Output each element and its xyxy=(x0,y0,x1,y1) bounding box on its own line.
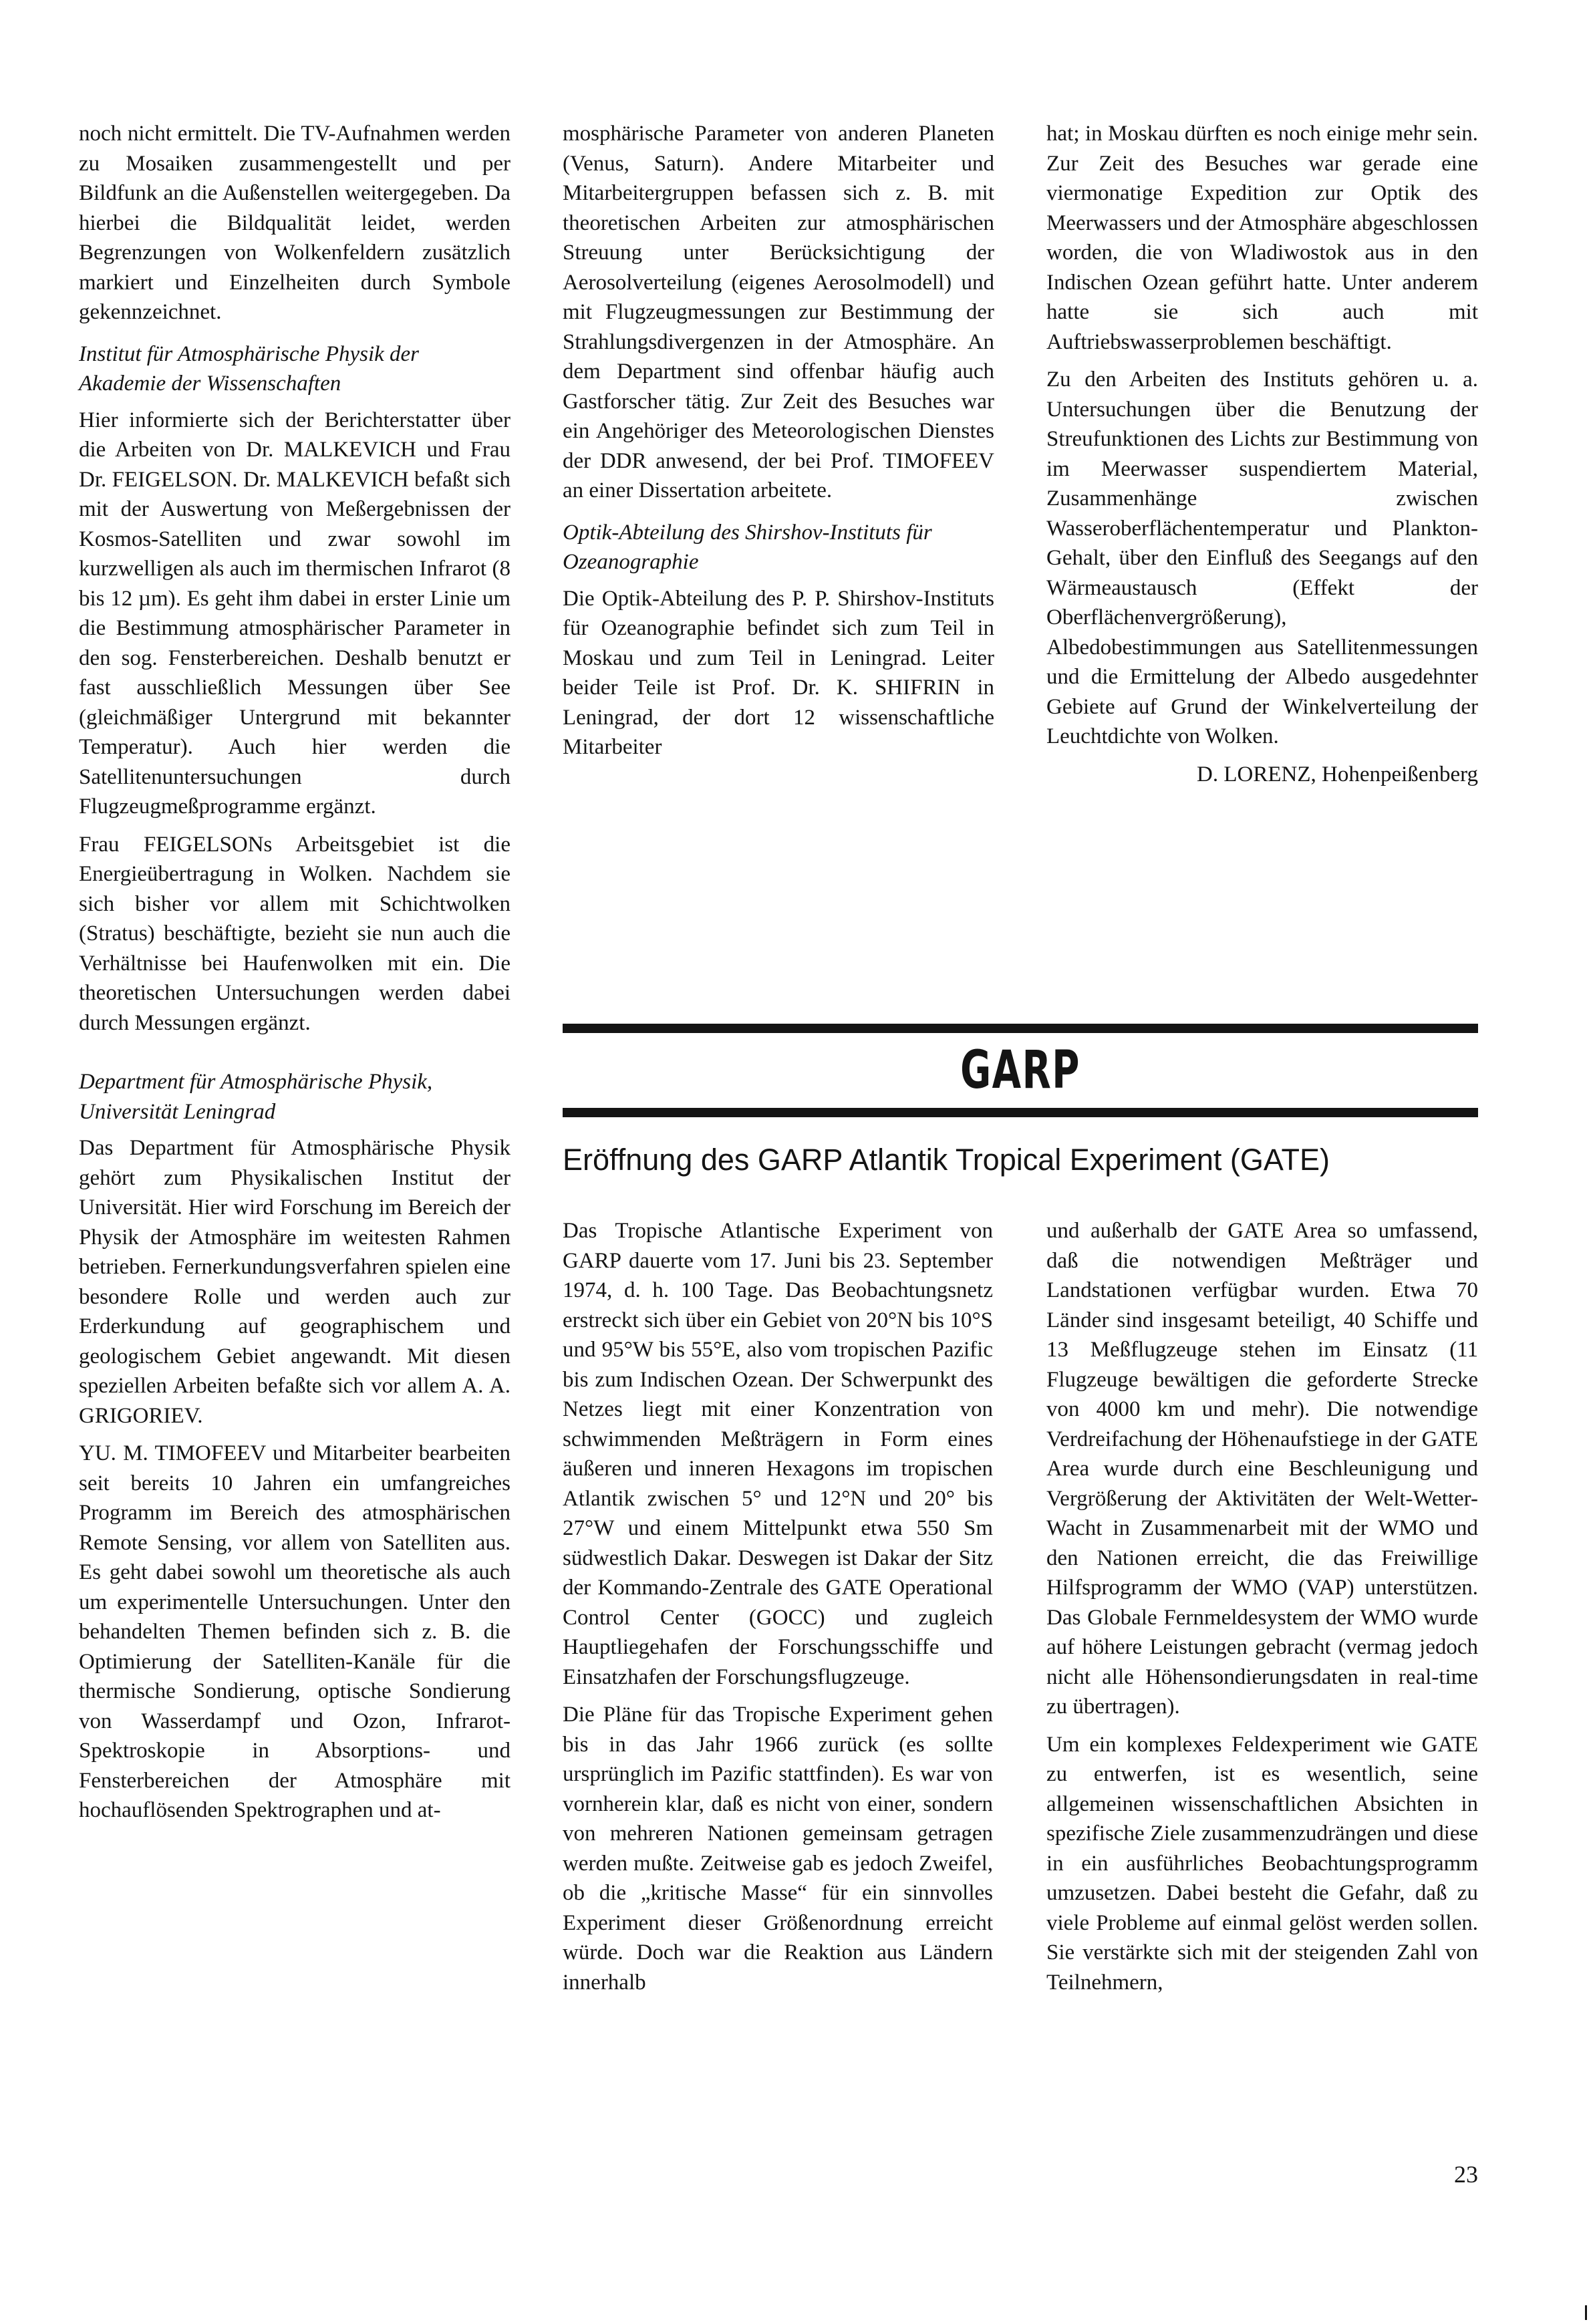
page-number: 23 xyxy=(1454,2161,1478,2188)
paragraph: Die Pläne für das Tropische Experiment gehen bis in das Jahr 1966 zurück (es sollte ursprünglich im Pazific stattfinden). Es war von vornherein klar, daß es nicht von einer, sondern von mehreren Nationen gemeinsam getragen werden mußte. Zeitweise gab es jedoch Zweifel, ob die „kritische Masse“ für ein sinnvolles Experiment dieser Größenordnung erreicht würde. Doch war die Reaktion aus Ländern innerhalb xyxy=(563,1703,993,1995)
paragraph: YU. M. TIMOFEEV und Mitarbeiter bearbeiten seit bereits 10 Jahren ein umfangreiches Programm im Bereich des atmosphärischen Remote Sensing, vor allem von Satelliten aus. Es geht dabei sowohl um theoretische als auch um experimentelle Untersuchungen. Unter den behandelten Themen befinden sich z. B. die Optimierung der Satelliten-Kanäle für die thermische Sondierung, optische Sondierung von Wasserdampf und Ozon, Infrarot-Spektroskopie in Absorptions- und Fensterbereichen der Atmosphäre mit hochauflösenden Spektrographen und at- xyxy=(79,1441,511,1822)
paragraph: hat; in Moskau dürften es noch einige mehr sein. Zur Zeit des Besuches war gerade eine viermonatige Expedition zur Optik des Meerwassers und der Atmosphäre abgeschlossen worden, die von Wladiwostok aus in den Indischen Ozean geführt hatte. Unter anderem hatte sie sich auch mit Auftriebswasserproblemen beschäftigt. xyxy=(1046,122,1478,354)
section-heading: Department für Atmosphärische Physik, Universität Leningrad xyxy=(79,1070,433,1124)
column-2 xyxy=(563,119,994,770)
section-heading: Optik-Abteilung des Shirshov-Instituts für Ozeanographie xyxy=(563,520,932,574)
article-title: Eröffnung des GARP Atlantik Tropical Experiment (GATE) xyxy=(563,1143,1330,1177)
column-1 xyxy=(79,119,511,1834)
section-heading: Institut für Atmosphärische Physik der Akademie der Wissenschaften xyxy=(79,341,420,396)
paragraph: Frau FEIGELSONs Arbeitsgebiet ist die Energieübertragung in Wolken. Nachdem sie sich bisher vor allem mit Schichtwolken (Stratus) beschäftigte, bezieht sie nun auch die Verhältnisse bei Haufenwolken mit ein. Die theoretischen Untersuchungen werden dabei durch Messungen ergänzt. xyxy=(79,832,511,1035)
paragraph: Hier informierte sich der Berichterstatter über die Arbeiten von Dr. MALKEVICH und Frau Dr. FEIGELSON. Dr. MALKEVICH befaßt sich mit der Auswertung von Meßergebnissen der Kosmos-Satelliten und zwar sowohl im kurzwelligen als auch im thermischen Infrarot (8 bis 12 µm). Es geht ihm dabei in erster Linie um die Bestimmung atmosphärischer Parameter in den sog. Fensterbereichen. Deshalb benutzt er fast ausschließlich Messungen über See (gleichmäßiger Untergrund mit bekannter Temperatur). Auch hier werden die Satellitenuntersuchungen durch Flugzeugmeßprogramme ergänzt. xyxy=(79,408,511,819)
edge-mark xyxy=(1585,2305,1587,2320)
paragraph: noch nicht ermittelt. Die TV-Aufnahmen werden zu Mosaiken zusammengestellt und per Bildfunk an die Außenstellen weitergegeben. Da hierbei die Bildqualität leidet, werden Begrenzungen von Wolkenfeldern zusätzlich markiert und Einzelheiten durch Symbole gekennzeichnet. xyxy=(79,122,511,324)
section-rule-top xyxy=(563,1024,1478,1033)
section-title: GARP xyxy=(960,1040,1080,1101)
column-3 xyxy=(1046,119,1478,797)
section-rule-bottom xyxy=(563,1108,1478,1117)
paragraph: Um ein komplexes Feldexperiment wie GATE zu entwerfen, ist es wesentlich, seine allgemeinen wissenschaftlichen Absichten in spezifische Ziele zusammenzudrängen und diese in ein ausführliches Beobachtungsprogramm umzusetzen. Dabei besteht die Gefahr, daß zu viele Probleme auf einmal gelöst werden sollen. Sie verstärkte sich mit der steigenden Zahl von Teilnehmern, xyxy=(1046,1732,1478,1995)
paragraph: Das Department für Atmosphärische Physik gehört zum Physikalischen Institut der Universität. Hier wird Forschung im Bereich der Physik der Atmosphäre im weitesten Rahmen betrieben. Fernerkundungsverfahren spielen eine besondere Rolle und werden auch zur Erderkundung auf geographischem und geologischem Gebiet angewandt. Mit diesen speziellen Arbeiten befaßte sich vor allem A. A. GRIGORIEV. xyxy=(79,1136,511,1428)
column-5 xyxy=(1046,1216,1478,2005)
paragraph: Das Tropische Atlantische Experiment von GARP dauerte vom 17. Juni bis 23. September 1974, d. h. 100 Tage. Das Beobachtungsnetz erstreckt sich über ein Gebiet von 20°N bis 10°S und 95°W bis 55°E, also vom tropischen Pazific bis zum Indischen Ozean. Der Schwerpunkt des Netzes liegt mit einer Konzentration von schwimmenden Meßträgern in Form eines äußeren und inneren Hexagons im tropischen Atlantik zwischen 5° und 12°N und 20° bis 27°W und einem Mittelpunkt etwa 550 Sm südwestlich Dakar. Deswegen ist Dakar der Sitz der Kommando-Zentrale des GATE Operational Control Center (GOCC) und zugleich Hauptliegehafen der Forschungsschiffe und Einsatzhafen der Forschungsflugzeuge. xyxy=(563,1219,993,1689)
paragraph: und außerhalb der GATE Area so umfassend, daß die notwendigen Meßträger und Landstationen verfügbar wurden. Etwa 70 Länder sind insgesamt beteiligt, 40 Schiffe und 13 Meßflugzeuge stehen im Einsatz (11 Flugzeuge bewältigen die geforderte Strecke von 4000 km und mehr). Die notwendige Verdreifachung der Höhenaufstiege in der GATE Area wurde durch eine Beschleunigung und Vergrößerung der Aktivitäten der Welt-Wetter-Wacht in Zusammenarbeit mit der WMO und den Nationen erreicht, die das Freiwillige Hilfsprogramm der WMO (VAP) unterstützen. Das Globale Fernmeldesystem der WMO wurde auf höhere Leistungen gebracht (vermag jedoch nicht alle Höhensondierungsdaten in real-time zu übertragen). xyxy=(1046,1219,1478,1719)
paragraph: mosphärische Parameter von anderen Planeten (Venus, Saturn). Andere Mitarbeiter und Mitarbeitergruppen befassen sich z. B. mit theoretischen Arbeiten zur atmosphärischen Streuung unter Berücksichtigung der Aerosolverteilung (eigenes Aerosolmodell) und mit Flugzeugmessungen zur Bestimmung der Strahlungsdivergenzen in der Atmosphäre. An dem Department sind offenbar häufig auch Gastforscher tätig. Zur Zeit des Besuches war ein Angehöriger des Meteorologischen Dienstes der DDR anwesend, der bei Prof. TIMOFEEV an einer Dissertation arbeitete. xyxy=(563,122,994,502)
paragraph: Die Optik-Abteilung des P. P. Shirshov-Instituts für Ozeanographie befindet sich zum Teil in Moskau und zum Teil in Leningrad. Leiter beider Teile ist Prof. Dr. K. SHIFRIN in Leningrad, der dort 12 wissenschaftliche Mitarbeiter xyxy=(563,586,994,759)
column-4 xyxy=(563,1216,993,2005)
paragraph: Zu den Arbeiten des Instituts gehören u. a. Untersuchungen über die Benutzung der Streufunktionen des Lichts zur Bestimmung von im Meerwasser suspendiertem Material, Zusammenhänge zwischen Wasseroberflächentemperatur und Plankton-Gehalt, über den Einfluß des Seegangs auf den Wärmeaustausch (Effekt der Oberflächenvergrößerung), Albedobestimmungen aus Satellitenmessungen und die Ermittelung der Albedo ausgedehnter Gebiete auf Grund der Winkelverteilung der Leuchtdichte von Wolken. xyxy=(1046,368,1478,748)
author-signature: D. LORENZ, Hohenpeißenberg xyxy=(1197,762,1478,786)
